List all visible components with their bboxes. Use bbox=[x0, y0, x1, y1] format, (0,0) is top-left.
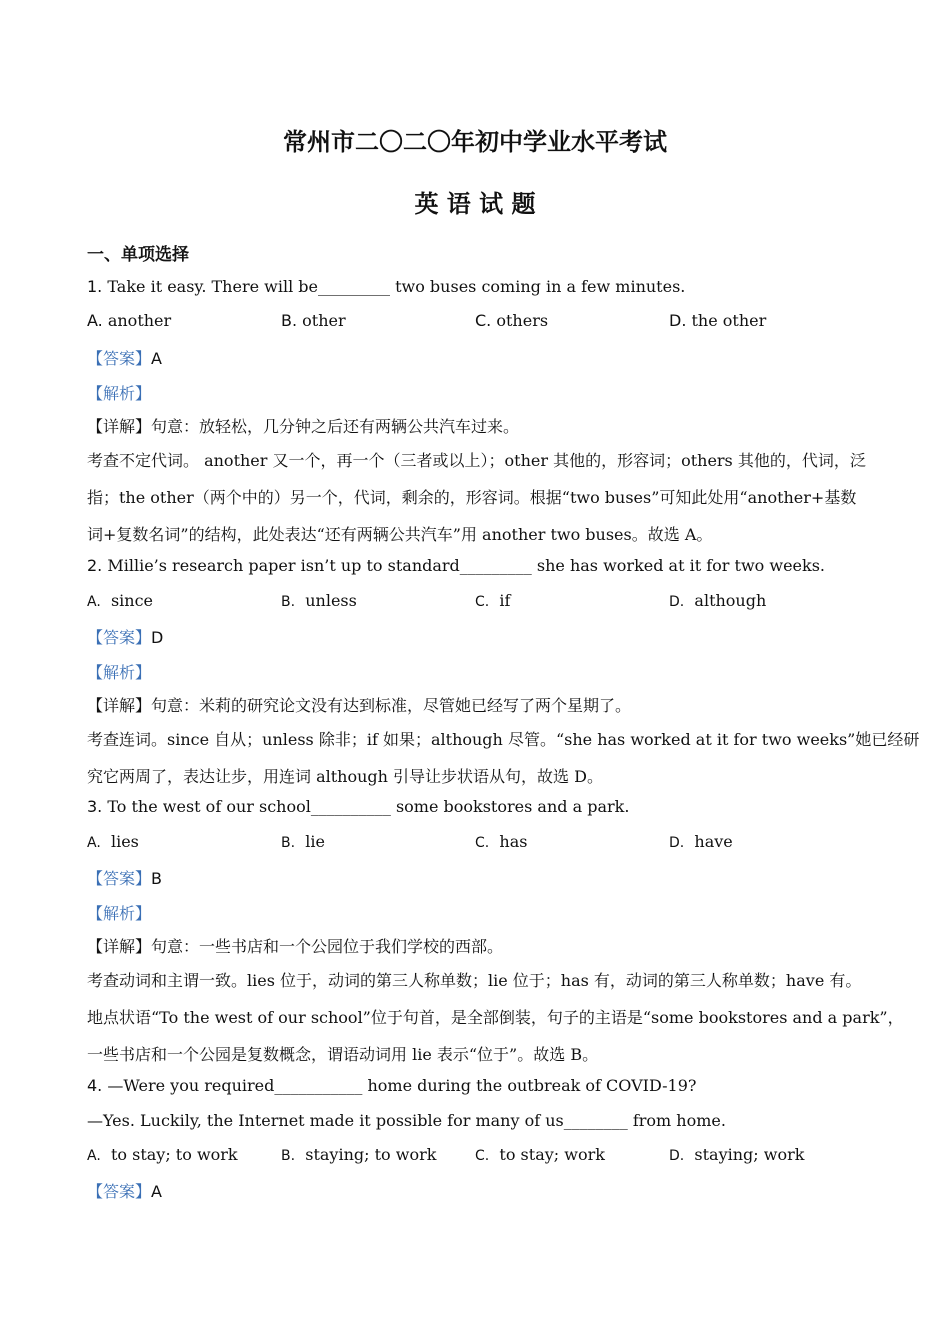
q3-detail: 【详解】句意：一些书店和一个公园位于我们学校的西部。 bbox=[87, 937, 504, 956]
q1-option-a bbox=[87, 311, 171, 330]
option-label: A. bbox=[87, 594, 101, 610]
q4-option-b bbox=[281, 1145, 436, 1164]
q2-explain-line: 考查连词。since 自从；unless 除非；if 如果；although 尽管。“she has worked at it for two weeks”她已经研 bbox=[87, 730, 920, 749]
q4-option-c bbox=[475, 1145, 605, 1164]
option-text: staying; to work bbox=[305, 1145, 437, 1164]
option-label: B. bbox=[281, 835, 296, 851]
q3-analysis bbox=[87, 901, 151, 924]
q4-answer bbox=[87, 1179, 162, 1202]
q2-option-c bbox=[475, 591, 510, 610]
q1-explain-line: 词+复数名词”的结构，此处表达“还有两辆公共汽车”用 another two buses。故选 A。 bbox=[87, 525, 713, 544]
question-number: 3. bbox=[87, 797, 103, 816]
q3-option-b bbox=[281, 832, 325, 851]
q2-option-b bbox=[281, 591, 357, 610]
q2-option-d bbox=[669, 591, 766, 610]
q1-option-c bbox=[475, 311, 548, 330]
q1-answer bbox=[87, 346, 162, 369]
answer-value: B bbox=[151, 869, 162, 888]
q3-option-d bbox=[669, 832, 733, 851]
option-text: to stay; work bbox=[499, 1145, 605, 1164]
option-text: unless bbox=[305, 591, 357, 610]
answer-value: A bbox=[151, 349, 162, 368]
option-label: A. bbox=[87, 311, 103, 330]
q1-detail: 【详解】句意：放轻松，几分钟之后还有两辆公共汽车过来。 bbox=[87, 417, 520, 436]
q1-explain-line: 指；the other（两个中的）另一个，代词，剩余的，形容词。根据“two buses”可知此处用“another+基数 bbox=[87, 488, 857, 507]
section-heading: 一、单项选择 bbox=[87, 245, 189, 265]
question-text: —Were you required___________ home during the outbreak of COVID-19? bbox=[102, 1076, 697, 1095]
q2-detail: 【详解】句意：米莉的研究论文没有达到标准，尽管她已经写了两个星期了。 bbox=[87, 696, 632, 715]
q1-explain-line: 考查不定代词。 another 又一个，再一个（三者或以上）；other 其他的，形容词；others 其他的，代词，泛 bbox=[87, 451, 866, 470]
answer-tag: 【答案】 bbox=[87, 349, 152, 368]
option-text: other bbox=[297, 311, 346, 330]
option-label: C. bbox=[475, 311, 492, 330]
analysis-tag: 【解析】 bbox=[87, 384, 152, 403]
option-text: lie bbox=[305, 832, 325, 851]
answer-value: A bbox=[151, 1182, 162, 1201]
q2-option-a bbox=[87, 591, 153, 610]
question-text: To the west of our school__________ some bookstores and a park. bbox=[102, 797, 630, 816]
q4-option-a bbox=[87, 1145, 238, 1164]
q3-explain-line: 地点状语“To the west of our school”位于句首，是全部倒装，句子的主语是“some bookstores and a park”， bbox=[87, 1008, 904, 1027]
exam-subtitle: 英 语 试 题 bbox=[414, 190, 536, 218]
option-label: B. bbox=[281, 311, 298, 330]
option-label: B. bbox=[281, 1148, 296, 1164]
q3-explain-line: 一些书店和一个公园是复数概念，谓语动词用 lie 表示“位于”。故选 B。 bbox=[87, 1045, 599, 1064]
question-1 bbox=[87, 277, 685, 296]
option-label: C. bbox=[475, 835, 490, 851]
question-text: Take it easy. There will be_________ two buses coming in a few minutes. bbox=[102, 277, 686, 296]
option-label: D. bbox=[669, 594, 685, 610]
option-text: others bbox=[491, 311, 549, 330]
option-text: staying; work bbox=[694, 1145, 805, 1164]
q2-answer bbox=[87, 625, 163, 648]
q1-option-b bbox=[281, 311, 346, 330]
q3-option-a bbox=[87, 832, 139, 851]
option-label: A. bbox=[87, 1148, 101, 1164]
q2-analysis bbox=[87, 660, 151, 683]
option-text: has bbox=[499, 832, 528, 851]
question-3 bbox=[87, 797, 629, 816]
option-label: B. bbox=[281, 594, 296, 610]
option-text: to stay; to work bbox=[110, 1145, 238, 1164]
option-label: C. bbox=[475, 1148, 490, 1164]
q3-answer bbox=[87, 866, 162, 889]
question-number: 1. bbox=[87, 277, 103, 296]
question-4-reply: —Yes. Luckily, the Internet made it possible for many of us________ from home. bbox=[87, 1111, 726, 1130]
question-4 bbox=[87, 1076, 696, 1095]
option-label: D. bbox=[669, 1148, 685, 1164]
answer-tag: 【答案】 bbox=[87, 869, 152, 888]
question-number: 4. bbox=[87, 1076, 103, 1095]
answer-tag: 【答案】 bbox=[87, 628, 152, 647]
exam-title: 常州市二〇二〇年初中学业水平考试 bbox=[283, 128, 667, 156]
analysis-tag: 【解析】 bbox=[87, 904, 152, 923]
answer-tag: 【答案】 bbox=[87, 1182, 152, 1201]
q4-option-d bbox=[669, 1145, 804, 1164]
q1-option-d bbox=[669, 311, 766, 330]
option-text: lies bbox=[110, 832, 139, 851]
option-text: another bbox=[102, 311, 172, 330]
answer-value: D bbox=[151, 628, 164, 647]
option-label: D. bbox=[669, 835, 685, 851]
question-2 bbox=[87, 556, 825, 575]
option-label: C. bbox=[475, 594, 490, 610]
option-text: although bbox=[694, 591, 767, 610]
option-text: have bbox=[694, 832, 733, 851]
option-label: D. bbox=[669, 311, 687, 330]
option-text: since bbox=[110, 591, 154, 610]
q3-explain-line: 考查动词和主谓一致。lies 位于，动词的第三人称单数；lie 位于；has 有，动词的第三人称单数；have 有。 bbox=[87, 971, 862, 990]
option-text: the other bbox=[686, 311, 767, 330]
q3-option-c bbox=[475, 832, 527, 851]
question-text: Millie’s research paper isn’t up to standard_________ she has worked at it for two weeks. bbox=[102, 556, 825, 575]
q1-analysis bbox=[87, 381, 151, 404]
analysis-tag: 【解析】 bbox=[87, 663, 152, 682]
q2-explain-line: 究它两周了，表达让步，用连词 although 引导让步状语从句，故选 D。 bbox=[87, 767, 603, 786]
question-number: 2. bbox=[87, 556, 103, 575]
option-label: A. bbox=[87, 835, 101, 851]
option-text: if bbox=[499, 591, 511, 610]
